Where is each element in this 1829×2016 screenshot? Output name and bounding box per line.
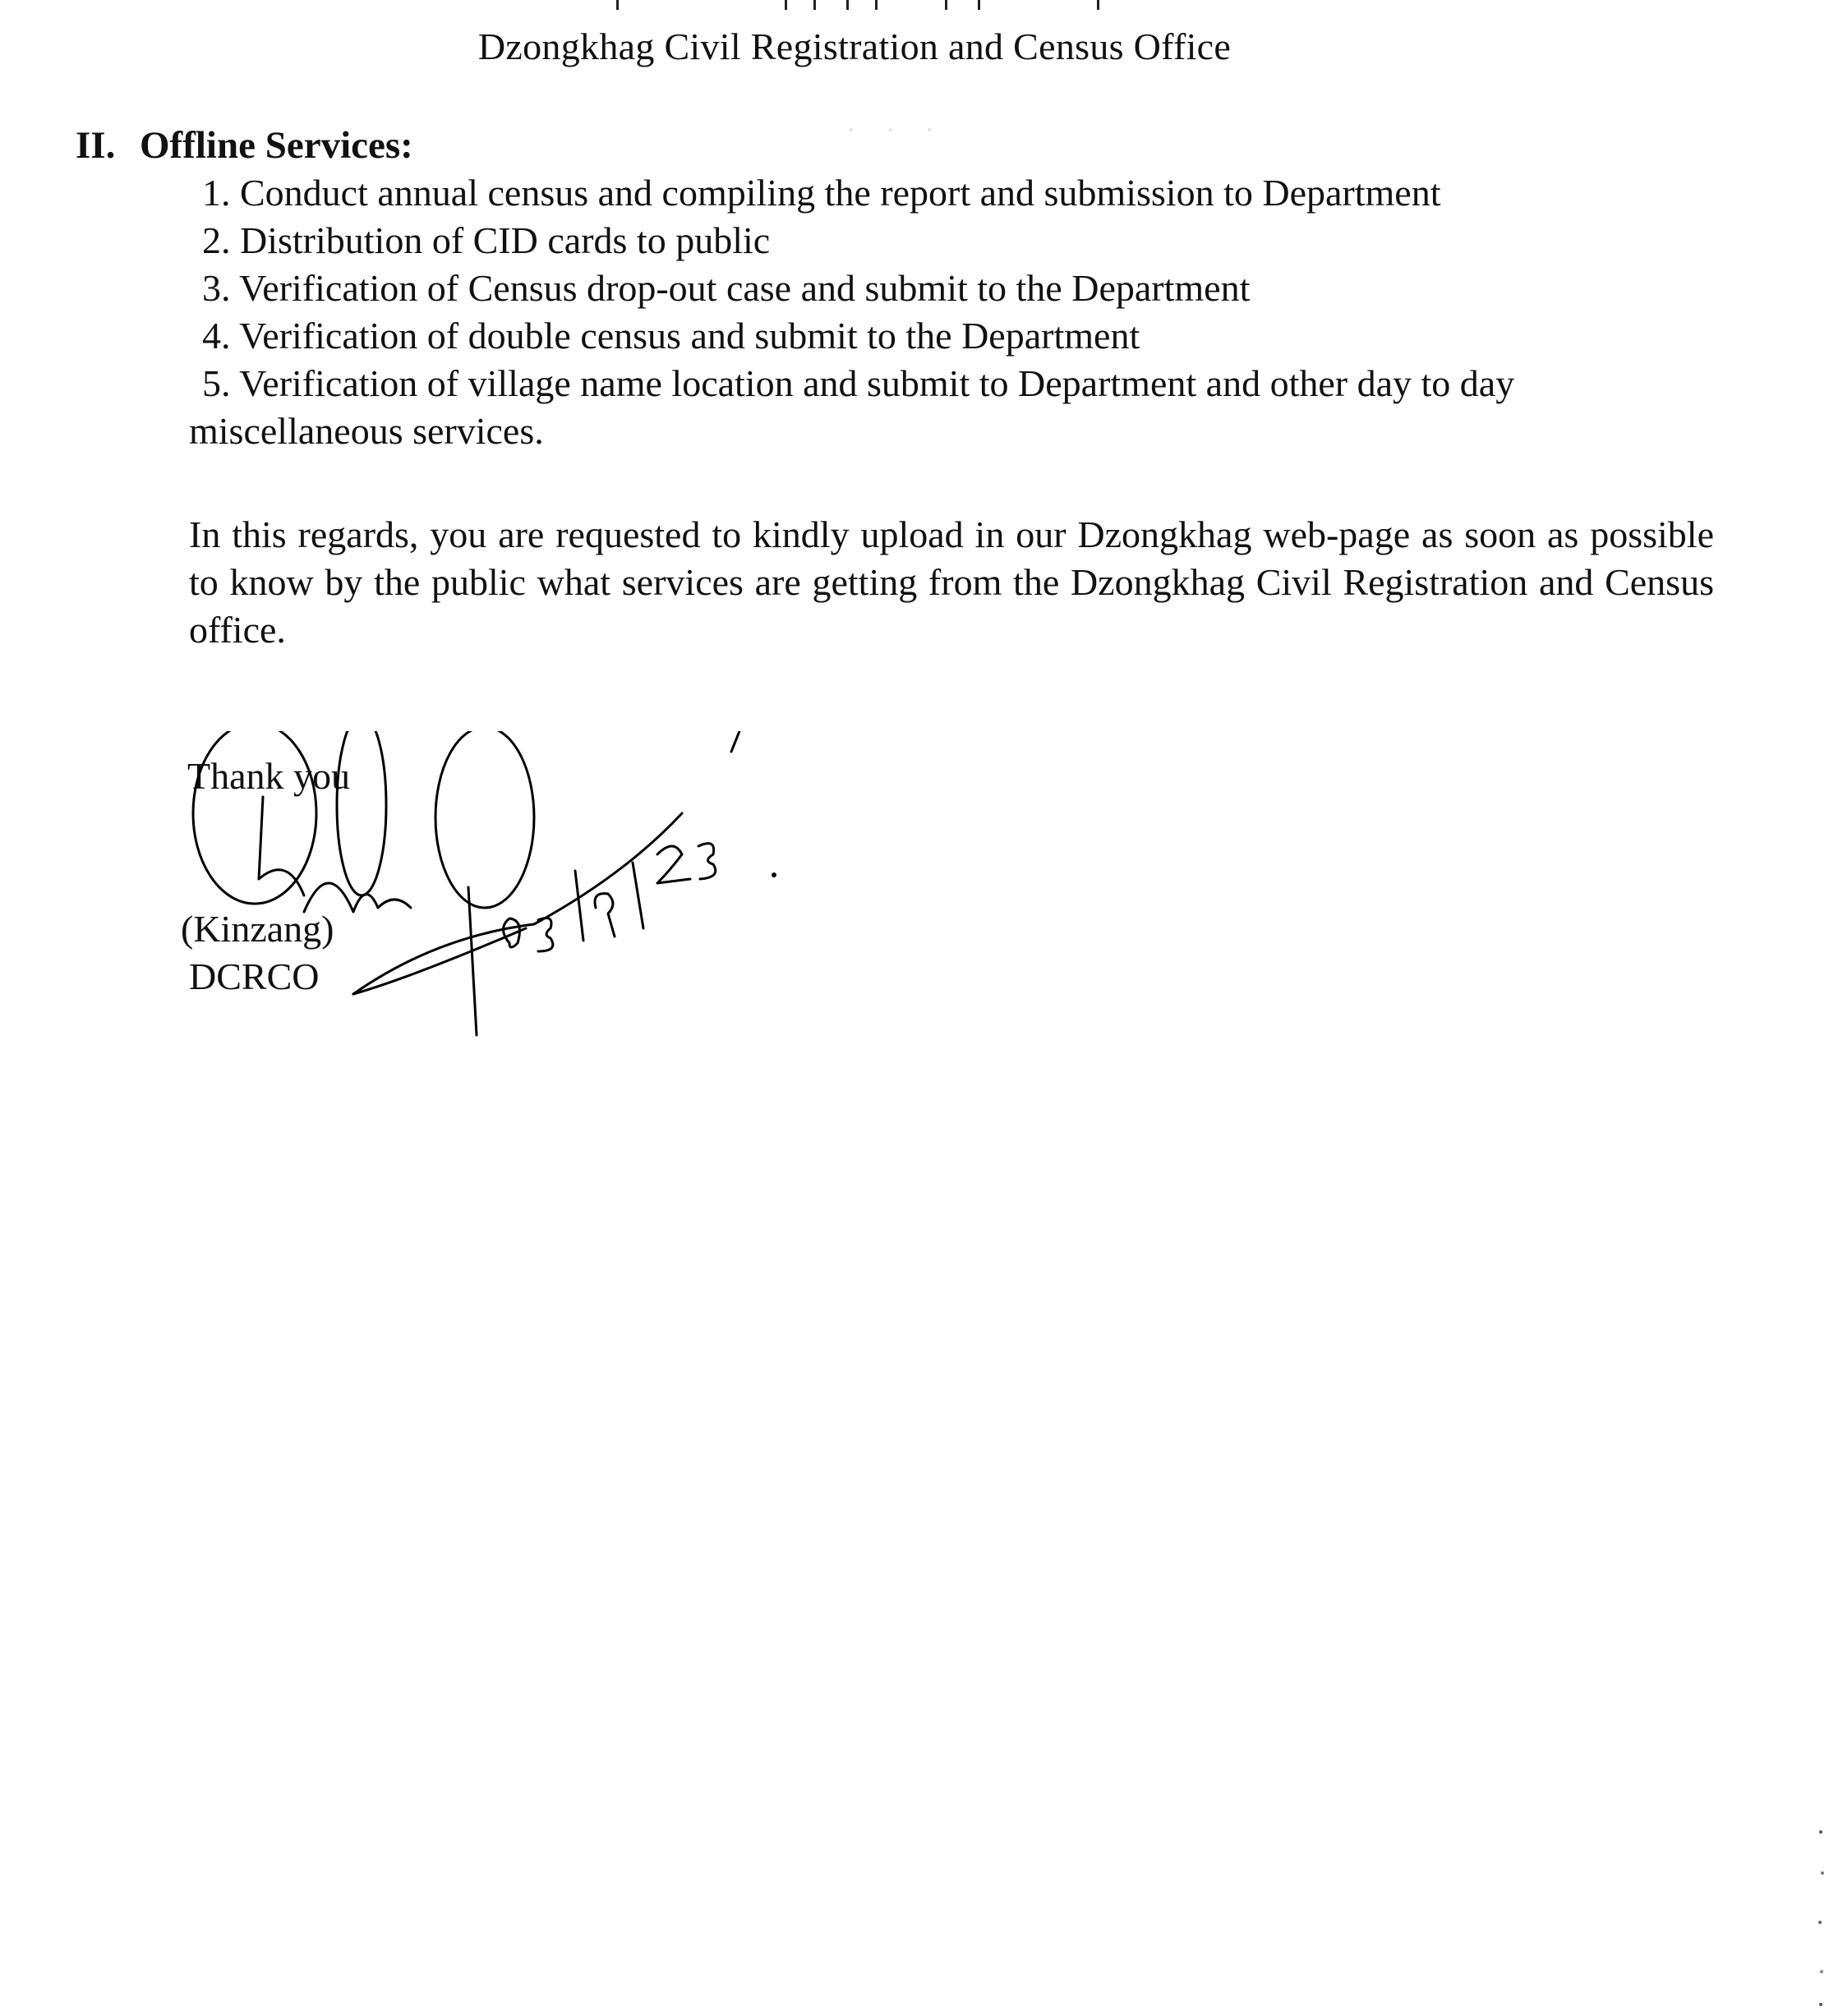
signature-stroke xyxy=(731,731,739,752)
office-header: Dzongkhag Civil Registration and Census Office xyxy=(477,25,1232,67)
signature-stroke xyxy=(468,887,477,1035)
date-digit xyxy=(538,918,553,951)
list-item xyxy=(202,312,1722,360)
signature-loop xyxy=(193,731,316,904)
list-item-number: 3. xyxy=(202,267,231,309)
section-title: Offline Services: xyxy=(140,124,413,167)
signature-loop xyxy=(337,731,386,895)
offline-services-list xyxy=(189,169,1722,455)
date-digit xyxy=(698,844,716,879)
list-item-text: Verification of village name location and submit to Department and other day to day xyxy=(239,362,1515,404)
list-item xyxy=(202,217,1722,265)
signature-stroke xyxy=(259,797,304,895)
faint-bleed-through-mark: · · · xyxy=(846,115,946,145)
date-slash xyxy=(633,863,643,928)
list-item-continuation: miscellaneous services. xyxy=(189,410,544,452)
section-heading xyxy=(76,123,413,168)
date-digit xyxy=(657,846,690,883)
handwritten-signature xyxy=(164,731,838,1043)
signature-stroke xyxy=(304,883,411,912)
signature-loop xyxy=(435,731,534,908)
list-item-text: Distribution of CID cards to public xyxy=(240,219,771,261)
section-number: II. xyxy=(76,124,116,167)
date-slash xyxy=(575,871,583,941)
list-item xyxy=(189,360,1722,455)
list-item xyxy=(202,265,1722,312)
list-item-text: Conduct annual census and compiling the report and submission to Department xyxy=(240,172,1441,214)
signature-stroke xyxy=(353,928,526,994)
list-item-number: 5. xyxy=(202,362,231,404)
date-dot xyxy=(772,872,776,877)
signer-name: (Kinzang) xyxy=(181,908,334,950)
list-item-text: Verification of double census and submit to the Department xyxy=(239,315,1140,357)
list-item-number: 2. xyxy=(202,219,231,261)
signature-stroke xyxy=(353,813,682,994)
signature-date-lettering xyxy=(504,844,777,951)
list-item xyxy=(202,169,1722,217)
request-paragraph: In this regards, you are requested to kindly upload in our Dzongkhag web-page as soon as possible to know by the public what services are getting from the Dzongkhag Civil Registration and Census office. xyxy=(189,513,1714,651)
list-item-number: 4. xyxy=(202,315,231,357)
closing-thanks: Thank you xyxy=(187,755,351,797)
list-item-text: Verification of Census drop-out case and submit to the Department xyxy=(239,267,1251,309)
signer-title: DCRCO xyxy=(189,955,320,997)
list-item-number: 1. xyxy=(202,172,231,214)
date-digit xyxy=(595,894,615,937)
cropped-header-marks xyxy=(575,0,1101,10)
scan-edge-noise xyxy=(1816,1824,1826,2013)
